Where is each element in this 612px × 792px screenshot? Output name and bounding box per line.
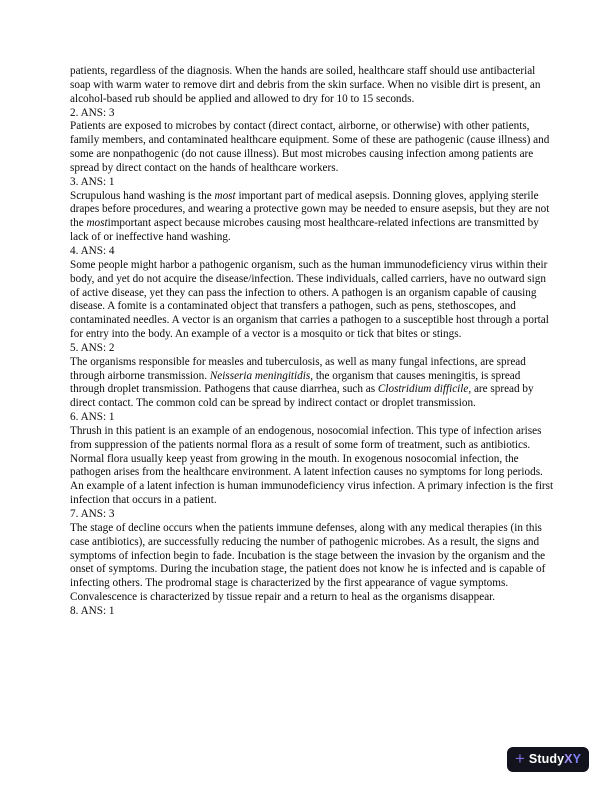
italic-text-segment: Clostridium difficile,: [377, 383, 472, 396]
text-segment: 3. ANS: 1: [70, 175, 115, 188]
text-segment: important part of medical asepsis. Donning gloves, applying sterile drapes before procedures, and wearing a protective gown may be needed to ensure asepsis, but they are not the: [70, 189, 550, 230]
text-segment: 8. ANS: 1: [70, 604, 115, 617]
answer-6-explanation: [70, 425, 557, 508]
text-segment: Scrupulous hand washing is the: [70, 189, 215, 202]
text-segment: 6. ANS: 1: [70, 411, 115, 424]
text-segment: 7. ANS: 3: [70, 508, 115, 520]
text-segment: patients, regardless of the diagnosis. When the hands are soiled, healthcare staff should use antibacterial soap with warm water to remove dirt and debris from the skin surface. When no visible dirt is present, an alcohol-based rub should be applied and allowed to dry for 10 to 15 seconds.: [70, 65, 541, 105]
brand-y-text: Y: [572, 752, 582, 767]
document-text: [70, 65, 557, 619]
text-segment: Some people might harbor a pathogenic organism, such as the human immunodeficiency virus within their body, and yet do not acquire the disease/infection. These individuals, called carriers, have no outward sign of active disease, yet they can pass the infection to others. A pathogen is an organism capable of causing disease. A fomite is a contaminated object that transfers a pathogen, such as pens, stethoscopes, and contaminated needles. A vector is an organism that carries a pathogen to a susceptible host through a portal for entry into the body. An example of a vector is a mosquito or tick that bites or stings.: [70, 258, 549, 341]
answer-2-explanation: [70, 120, 557, 175]
italic-text-segment: most: [214, 189, 236, 202]
text-segment: The stage of decline occurs when the patients immune defenses, along with any medical therapies (in this case antibiotics), are successfully reducing the number of pathogenic microbes. As a result, the signs and symptoms of infection begin to fade. Incubation is the stage between the invasion by the organism and the onset of symptoms. During the incubation stage, the patient does not know he is infected and is capable of infecting others. The prodromal stage is characterized by the first appearance of vague symptoms. Convalescence is characterized by tissue repair and a return to heal as the organisms disappear.: [70, 521, 546, 604]
answer-3-explanation: [70, 190, 557, 245]
studyxy-logo-badge: [507, 747, 589, 772]
answer-7-explanation: [70, 522, 557, 605]
text-segment: The organisms responsible for measles and tuberculosis, as well as many fungal infections, are spread through airborne transmission.: [70, 355, 526, 382]
italic-text-segment: most: [86, 217, 108, 230]
answer-8-label: [70, 605, 557, 619]
answer-5-explanation: [70, 356, 557, 411]
text-segment: 4. ANS: 4: [70, 244, 115, 257]
answer-6-label: [70, 411, 557, 425]
answer-7-label: [70, 508, 557, 522]
text-segment: 5. ANS: 2: [70, 341, 115, 354]
answer-2-label: [70, 107, 557, 121]
answer-5-label: [70, 342, 557, 356]
text-segment: are spread by direct contact. The common cold can be spread by indirect contact or droplet transmission.: [70, 383, 534, 410]
text-segment: 2. ANS: 3: [70, 106, 115, 119]
answer-1-explanation-continued: [70, 65, 557, 107]
text-segment: important aspect because microbes causing most healthcare-related infections are transmitted by lack of or ineffective hand washing.: [70, 217, 539, 244]
answer-4-explanation: [70, 259, 557, 342]
plus-icon: +: [514, 749, 525, 768]
answer-3-label: [70, 176, 557, 190]
studyxy-logo-text: [529, 753, 581, 766]
text-segment: the organism that causes meningitis, is spread through droplet transmission. Pathogens that cause diarrhea, such as: [70, 369, 521, 396]
brand-x-text: X: [564, 752, 573, 767]
answer-4-label: [70, 245, 557, 259]
text-segment: Patients are exposed to microbes by contact (direct contact, airborne, or otherwise) with other patients, family members, and contaminated healthcare equipment. Some of these are pathogenic (cause illness) and some are nonpathogenic (do not cause illness). But most microbes causing infection among patients are spread by direct contact on the hands of healthcare workers.: [70, 120, 550, 174]
text-segment: Thrush in this patient is an example of an endogenous, nosocomial infection. This type of infection arises from suppression of the patients normal flora as a result of some form of treatment, such as antibiotics. Normal flora usually keep yeast from growing in the mouth. In exogenous nosocomial infection, the pathogen arises from the healthcare environment. A latent infection causes no symptoms for long periods. An example of a latent infection is human immunodeficiency virus infection. A primary infection is the first infection that occurs in a patient.: [70, 424, 554, 507]
italic-text-segment: Neisseria meningitidis,: [209, 369, 314, 382]
brand-study-text: Study: [528, 752, 565, 767]
